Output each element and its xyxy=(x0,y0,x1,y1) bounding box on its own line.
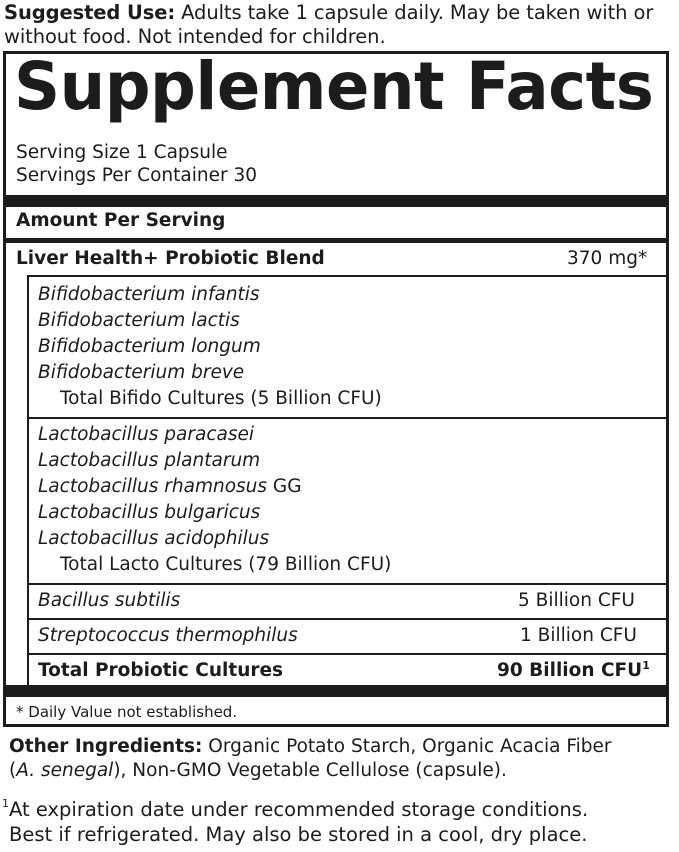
other-ingredients-label: Other Ingredients: xyxy=(9,736,203,757)
other-ingredients-text: Organic Potato Starch, Organic Acacia Fiber xyxy=(208,736,612,757)
total-amount-value: 90 Billion CFU xyxy=(497,660,643,681)
suggested-use-line-1 xyxy=(4,3,653,23)
amount-per-serving-header: Amount Per Serving xyxy=(16,210,226,231)
bacillus-amount: 5 Billion CFU xyxy=(518,590,635,611)
paren-open: ( xyxy=(9,760,17,781)
ingredient-streptococcus: Streptococcus thermophilus xyxy=(38,625,298,646)
indent-line xyxy=(27,275,29,685)
blend-amount: 370 mg* xyxy=(567,248,648,269)
medium-divider xyxy=(6,238,666,243)
suggested-use-line-2: without food. Not intended for children. xyxy=(4,25,386,48)
thick-divider-top xyxy=(6,195,666,207)
ingredient-bacillus: Bacillus subtilis xyxy=(38,590,181,611)
ingredient-lacto-plantarum: Lactobacillus plantarum xyxy=(38,450,261,471)
footnote-text-1: At expiration date under recommended storage conditions. xyxy=(9,798,589,821)
ingredient-bifido-lactis: Bifidobacterium lactis xyxy=(38,310,240,331)
blend-divider xyxy=(27,275,666,277)
bifido-total: Total Bifido Cultures (5 Billion CFU) xyxy=(60,388,382,409)
serving-size: Serving Size 1 Capsule xyxy=(16,142,228,163)
ingredient-lacto-acidophilus: Lactobacillus acidophilus xyxy=(38,528,270,549)
ingredient-bifido-longum: Bifidobacterium longum xyxy=(38,336,261,357)
lacto-divider xyxy=(27,583,666,585)
facts-title: Supplement Facts xyxy=(14,48,654,125)
other-ingredients-line-2 xyxy=(9,762,507,781)
ingredient-lacto-rhamnosus xyxy=(38,478,302,497)
bifido-divider xyxy=(27,417,666,419)
footnote-line-2: Best if refrigerated. May also be stored in a cool, dry place. xyxy=(9,823,588,846)
blend-name: Liver Health+ Probiotic Blend xyxy=(16,248,325,269)
lacto-total: Total Lacto Cultures (79 Billion CFU) xyxy=(60,554,392,575)
other-ingredients-rest: ), Non-GMO Vegetable Cellulose (capsule). xyxy=(113,760,507,781)
suggested-use-label: Suggested Use: xyxy=(4,1,176,24)
rhamnosus-italic: Lactobacillus rhamnosus xyxy=(38,476,268,497)
footnote-line-1 xyxy=(2,797,589,821)
ingredient-bifido-infantis: Bifidobacterium infantis xyxy=(38,284,260,305)
ingredient-bifido-breve: Bifidobacterium breve xyxy=(38,362,245,383)
strep-divider xyxy=(27,653,666,655)
suggested-use-text: Adults take 1 capsule daily. May be taken with or xyxy=(181,1,654,24)
strep-amount: 1 Billion CFU xyxy=(520,625,637,646)
thick-divider-bottom xyxy=(6,685,666,697)
ingredient-lacto-bulgaricus: Lactobacillus bulgaricus xyxy=(38,502,261,523)
daily-value-note: * Daily Value not established. xyxy=(16,703,238,721)
bacillus-divider xyxy=(27,618,666,620)
ingredient-lacto-paracasei: Lactobacillus paracasei xyxy=(38,424,254,445)
total-amount xyxy=(497,659,650,681)
total-label: Total Probiotic Cultures xyxy=(38,660,284,681)
acacia-species: A. senegal xyxy=(16,760,114,781)
rhamnosus-suffix: GG xyxy=(267,476,302,497)
other-ingredients-line-1 xyxy=(9,738,612,757)
footnote-marker: 1 xyxy=(2,797,9,810)
servings-per-container: Servings Per Container 30 xyxy=(16,165,257,186)
total-footnote-marker: 1 xyxy=(642,659,650,672)
